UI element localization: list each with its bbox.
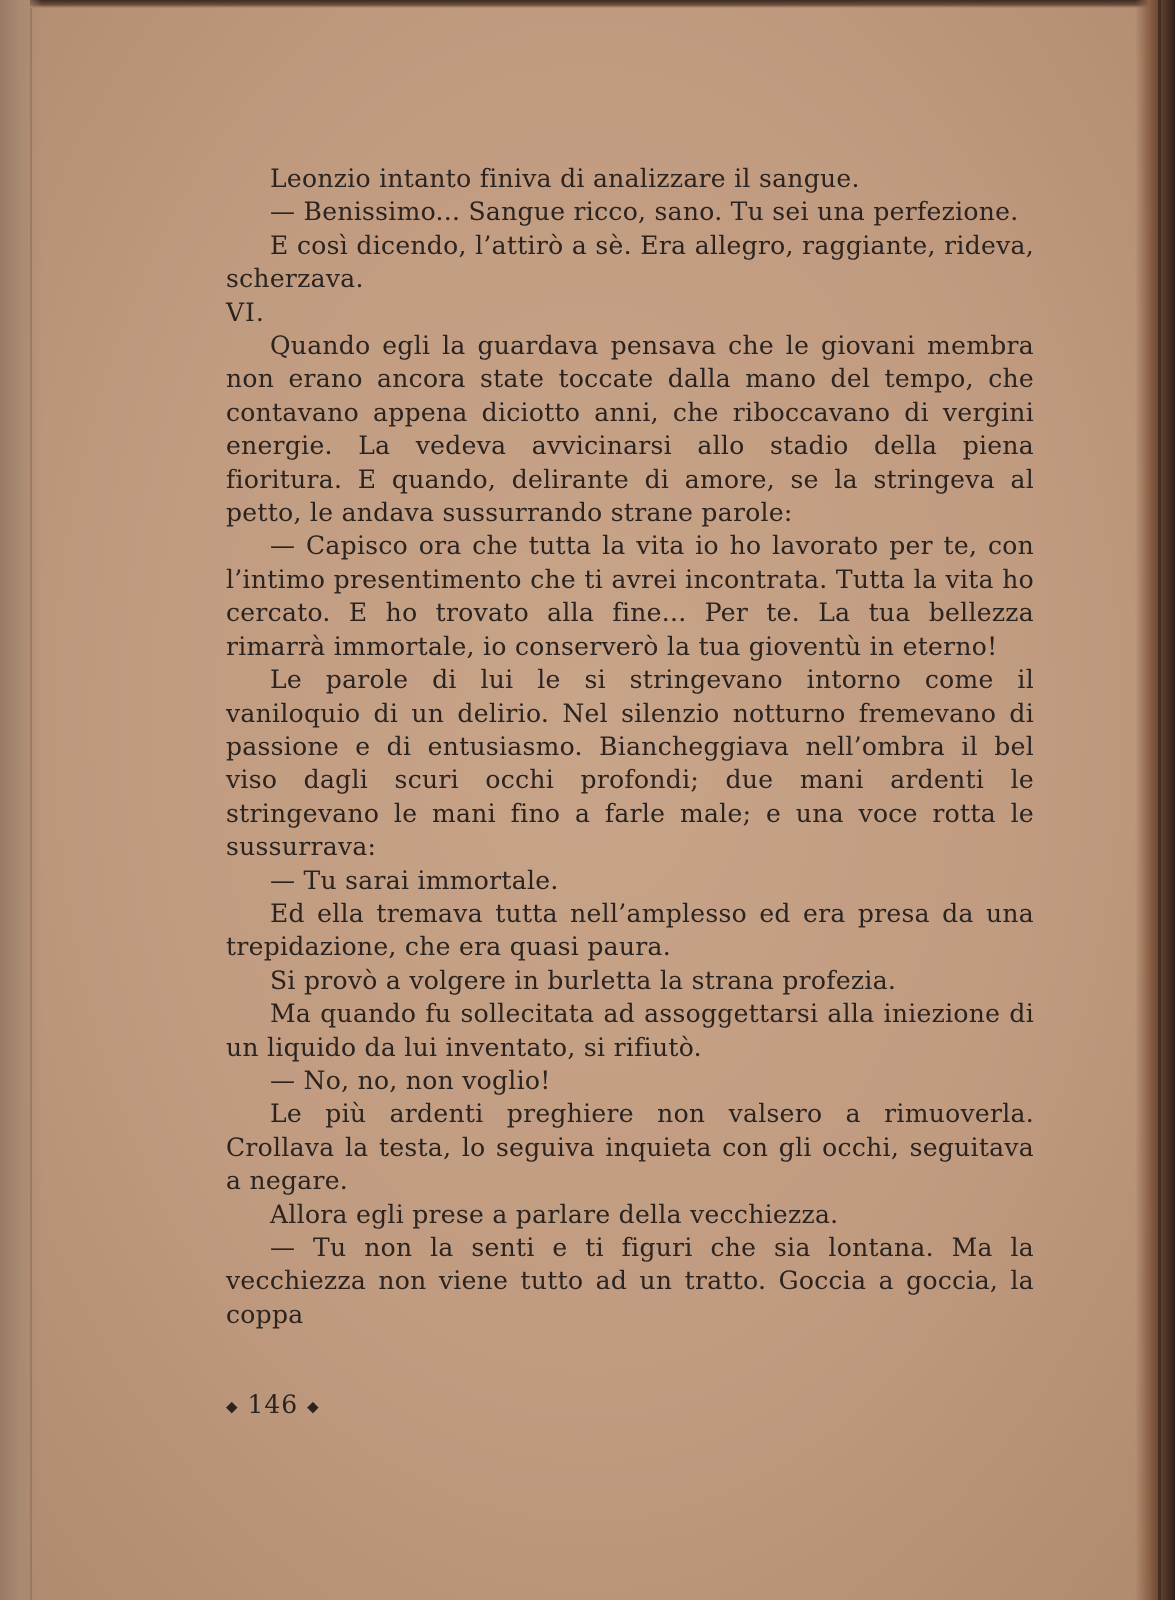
paragraph: Le parole di lui le si stringevano intorno come il vaniloquio di un delirio. Nel silenzio notturno fremevano di passione e di entusiasmo. Biancheggiava nell’ombra il bel viso dagli scuri occhi profondi; due mani ardenti le stringevano le mani fino a farle male; e una voce rotta le sussurrava: [226, 665, 1034, 862]
paragraph: Allora egli prese a parlare della vecchiezza. [270, 1199, 839, 1229]
paragraph: — No, no, non voglio! [270, 1065, 551, 1095]
paragraph: E così dicendo, l’attirò a sè. Era allegro, raggiante, rideva, scherzava. [226, 230, 1034, 294]
page-right-edge-shadow [1135, 0, 1175, 1600]
page-left-margin-line [30, 8, 32, 1600]
paragraph: — Benissimo... Sangue ricco, sano. Tu sei una perfezione. [270, 197, 1019, 227]
paragraph: Ma quando fu sollecitata ad assoggettarsi alla iniezione di un liquido da lui inventato, si rifiutò. [226, 999, 1034, 1062]
chapter-heading: VI. [226, 297, 265, 327]
body-text [226, 162, 1034, 1331]
page-left-edge [0, 0, 42, 1600]
diamond-ornament-icon: ◆ [226, 1397, 239, 1416]
paragraph: — Tu non la senti e ti figuri che sia lontana. Ma la vecchiezza non viene tutto ad un tratto. Goccia a goccia, la coppa [226, 1233, 1034, 1329]
paragraph: — Capisco ora che tutta la vita io ho lavorato per te, con l’intimo presentimento che ti avrei incontrata. Tutta la vita ho cercato. E ho trovato alla fine... Per te. La tua bellezza rimarrà immortale, io conserverò la tua gioventù in eterno! [226, 531, 1034, 661]
paragraph: Leonzio intanto finiva di analizzare il sangue. [270, 164, 860, 193]
page-number-footer [226, 1390, 320, 1419]
page-right-edge-line [1158, 0, 1161, 1600]
paragraph: Quando egli la guardava pensava che le giovani membra non erano ancora state toccate dalla mano del tempo, che contavano appena diciotto anni, che riboccavano di vergini energie. La vedeva avvicinarsi allo stadio della piena fioritura. E quando, delirante di amore, se la stringeva al petto, le andava sussurrando strane parole: [226, 331, 1034, 528]
paragraph: Si provò a volgere in burletta la strana profezia. [270, 965, 897, 995]
paragraph: Ed ella tremava tutta nell’amplesso ed era presa da una trepidazione, che era quasi paura. [226, 898, 1034, 962]
paragraph: Le più ardenti preghiere non valsero a rimuoverla. Crollava la testa, lo seguiva inquieta con gli occhi, seguitava a negare. [226, 1099, 1034, 1196]
diamond-ornament-icon: ◆ [307, 1397, 320, 1416]
paragraph: — Tu sarai immortale. [270, 865, 559, 895]
page-top-edge [30, 0, 1175, 8]
page-number: 146 [247, 1390, 299, 1419]
